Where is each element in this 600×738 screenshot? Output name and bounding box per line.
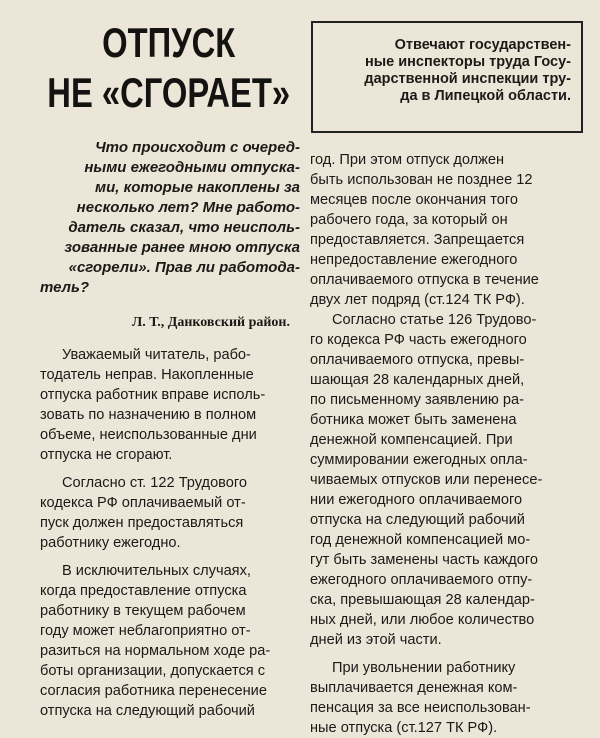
question-line: датель сказал, что неисполь- — [68, 219, 300, 236]
text-line: рабочего года, за который он — [310, 212, 508, 228]
text-line: год. При этом отпуск должен — [310, 152, 505, 168]
text-line: тодатель неправ. Накопленные — [40, 367, 254, 383]
text-line: выплачивается денежная ком- — [310, 680, 518, 696]
paragraph — [310, 150, 590, 310]
text-line: ные отпуска (ст.127 ТК РФ). — [310, 720, 498, 736]
headline-line: НЕ «СГОРАЕТ» — [47, 69, 291, 116]
text-line: работнику ежегодно. — [40, 535, 181, 551]
question-line: ми, которые накоплены за — [95, 179, 300, 196]
info-box-line: да в Липецкой области. — [400, 88, 571, 104]
text-line: по письменному заявлению ра- — [310, 392, 525, 408]
paragraph — [40, 561, 300, 721]
text-line: дней из этой части. — [310, 632, 442, 648]
text-line: нии ежегодного оплачиваемого — [310, 492, 523, 508]
text-line: Уважаемый читатель, рабо- — [62, 347, 251, 363]
text-line: зовать по назначению в полном — [40, 407, 257, 423]
question-line: тель? — [40, 279, 90, 296]
info-box-line: Отвечают государствен- — [394, 37, 571, 53]
text-line: работнику в текущем рабочем — [40, 603, 246, 619]
text-line: месяцев после окончания того — [310, 192, 518, 208]
article-headline — [40, 18, 291, 118]
text-line: год денежной компенсацией мо- — [310, 532, 531, 548]
info-box — [311, 21, 583, 133]
text-line: когда предоставление отпуска — [40, 583, 247, 599]
text-line: ежегодного оплачиваемого отпу- — [310, 572, 533, 588]
text-line: оплачиваемого отпуска, превы- — [310, 352, 525, 368]
text-line: кодекса РФ оплачиваемый от- — [40, 495, 246, 511]
question-line: зованные ранее мною отпуска — [64, 239, 300, 256]
headline-line: ОТПУСК — [102, 19, 236, 66]
paragraph — [40, 345, 300, 465]
text-line: го кодекса РФ часть ежегодного — [310, 332, 527, 348]
text-line: непредоставление ежегодного — [310, 252, 518, 268]
text-line: году может неблагоприятно от- — [40, 623, 251, 639]
text-line: согласия работника перенесение — [40, 683, 267, 699]
answer-column-right — [310, 150, 590, 738]
text-line: ных дней, или любое количество — [310, 612, 535, 628]
text-line: отпуска на следующий рабочий — [310, 512, 525, 528]
paragraph — [40, 473, 300, 553]
paragraph — [310, 658, 590, 738]
text-line: суммировании ежегодных опла- — [310, 452, 528, 468]
reader-question — [40, 138, 300, 298]
text-line: боты организации, допускается с — [40, 663, 266, 679]
text-line: отпуска не сгорают. — [40, 447, 173, 463]
text-line: оплачиваемого отпуска в течение — [310, 272, 539, 288]
text-line: Согласно ст. 122 Трудового — [62, 475, 248, 491]
info-box-line: дарственной инспекции тру- — [364, 71, 571, 87]
paragraph — [310, 310, 590, 650]
text-line: чиваемых отпусков или перенесе- — [310, 472, 543, 488]
answer-column-left — [40, 345, 300, 721]
text-line: пенсация за все неиспользован- — [310, 700, 531, 716]
text-line: В исключительных случаях, — [62, 563, 251, 579]
question-line: несколько лет? Мне работо- — [76, 199, 300, 216]
info-box-line: ные инспекторы труда Госу- — [365, 54, 571, 70]
text-line: предоставляется. Запрещается — [310, 232, 525, 248]
text-line: пуск должен предоставляться — [40, 515, 244, 531]
text-line: быть использован не позднее 12 — [310, 172, 533, 188]
reader-signature: Л. Т., Данковский район. — [131, 315, 290, 330]
question-line: Что происходит с очеред- — [95, 139, 300, 156]
text-line: отпуска работник вправе исполь- — [40, 387, 266, 403]
text-line: двух лет подряд (ст.124 ТК РФ). — [310, 292, 525, 308]
text-line: объеме, неиспользованные дни — [40, 427, 257, 443]
text-line: разиться на нормальном ходе ра- — [40, 643, 271, 659]
text-line: гут быть заменены часть каждого — [310, 552, 538, 568]
text-line: ботника может быть заменена — [310, 412, 517, 428]
question-line: «сгорели». Прав ли работода- — [68, 259, 300, 276]
text-line: ска, превышающая 28 календар- — [310, 592, 535, 608]
text-line: отпуска на следующий рабочий — [40, 703, 255, 719]
text-line: денежной компенсацией. При — [310, 432, 513, 448]
text-line: шающая 28 календарных дней, — [310, 372, 525, 388]
question-line: ными ежегодными отпуска- — [84, 159, 300, 176]
text-line: Согласно статье 126 Трудово- — [332, 312, 537, 328]
text-line: При увольнении работнику — [332, 660, 516, 676]
